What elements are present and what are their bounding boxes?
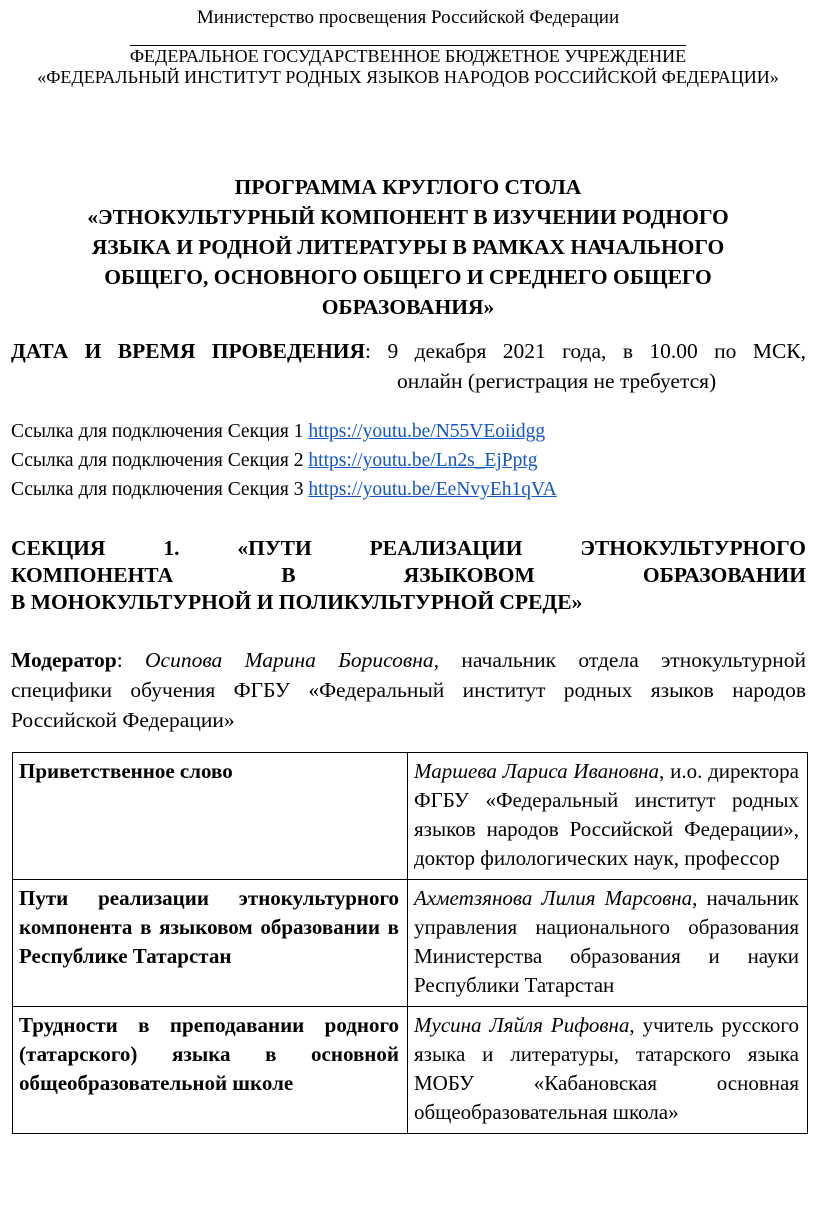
section-line-2: КОМПОНЕНТА В ЯЗЫКОВОМ ОБРАЗОВАНИИ: [11, 563, 806, 587]
datetime-value-1: 9 декабря 2021 года, в 10.00 по МСК,: [387, 339, 807, 363]
datetime-value-2: онлайн (регистрация не требуется): [397, 369, 717, 393]
ministry-name: Министерство просвещения Российской Федерации: [196, 7, 620, 28]
section-3-link[interactable]: https://youtu.be/EeNvyEh1qVA: [308, 479, 557, 500]
speaker-role: , начальник управления национального образования Министерства образования и науки Республики Татарстан: [414, 886, 799, 997]
moderator-label: Модератор: [11, 648, 117, 672]
event-datetime: [11, 336, 806, 396]
datetime-label: ДАТА И ВРЕМЯ ПРОВЕДЕНИЯ: [11, 339, 366, 363]
title-line-1: ПРОГРАММА КРУГЛОГО СТОЛА: [234, 175, 582, 199]
table-row: [13, 880, 808, 1007]
table-row: [13, 1007, 808, 1134]
section-1-link[interactable]: https://youtu.be/N55VEoiidgg: [308, 421, 546, 442]
link-row: [11, 446, 806, 475]
link-label: Ссылка для подключения Секция 1: [11, 421, 304, 442]
document-title: [20, 172, 796, 322]
topic-cell: Приветственное слово: [13, 753, 408, 880]
section-2-link[interactable]: https://youtu.be/Ln2s_EjPptg: [308, 450, 538, 471]
moderator-name: Осипова Марина Борисовна: [145, 648, 434, 672]
speaker-cell: [408, 753, 808, 880]
connection-links: [11, 417, 806, 504]
program-table: [12, 752, 808, 1134]
title-line-2: «ЭТНОКУЛЬТУРНЫЙ КОМПОНЕНТ В ИЗУЧЕНИИ РОДНОГО: [87, 205, 729, 229]
institution-line-2: «ФЕДЕРАЛЬНЫЙ ИНСТИТУТ РОДНЫХ ЯЗЫКОВ НАРОДОВ РОССИЙСКОЙ ФЕДЕРАЦИИ»: [37, 67, 779, 87]
institution-name: [0, 46, 816, 88]
speaker-role: , учитель русского языка и литературы, татарского языка МОБУ «Кабановская основная общеобразовательная школа»: [414, 1013, 799, 1124]
speaker-cell: [408, 1007, 808, 1134]
section-line-3: В МОНОКУЛЬТУРНОЙ И ПОЛИКУЛЬТУРНОЙ СРЕДЕ»: [11, 590, 583, 614]
institution-line-1: ФЕДЕРАЛЬНОЕ ГОСУДАРСТВЕННОЕ БЮДЖЕТНОЕ УЧРЕЖДЕНИЕ: [129, 46, 687, 66]
table-row: [13, 753, 808, 880]
section-1-heading: [11, 535, 806, 616]
speaker-name: Ахметзянова Лилия Марсовна: [414, 886, 693, 910]
link-label: Ссылка для подключения Секция 3: [11, 479, 304, 500]
moderator-info: Модератор: Осипова Марина Борисовна, начальник отдела этнокультурной специфики обучения ФГБУ «Федеральный институт родных языков народов Российской Федерации»: [11, 648, 806, 732]
speaker-cell: [408, 880, 808, 1007]
title-line-5: ОБРАЗОВАНИЯ»: [321, 295, 495, 319]
topic-cell: Пути реализации этнокультурного компонента в языковом образовании в Республике Татарстан: [13, 880, 408, 1007]
moderator-description: , начальник отдела этнокультурной специфики обучения ФГБУ «Федеральный институт родных языков народов Российской Федерации»: [11, 648, 806, 732]
topic-cell: Трудности в преподавании родного (татарского) языка в основной общеобразовательной школе: [13, 1007, 408, 1134]
speaker-name: Маршева Лариса Ивановна: [414, 759, 660, 783]
link-label: Ссылка для подключения Секция 2: [11, 450, 304, 471]
title-line-4: ОБЩЕГО, ОСНОВНОГО ОБЩЕГО И СРЕДНЕГО ОБЩЕГО: [104, 265, 712, 289]
link-row: [11, 475, 806, 504]
speaker-role: , и.о. директора ФГБУ «Федеральный институт родных языков народов Российской Федерации», доктор филологических наук, профессор: [414, 759, 799, 870]
title-line-3: ЯЗЫКА И РОДНОЙ ЛИТЕРАТУРЫ В РАМКАХ НАЧАЛЬНОГО: [91, 235, 725, 259]
speaker-name: Мусина Ляйля Рифовна: [414, 1013, 630, 1037]
section-line-1: СЕКЦИЯ 1. «ПУТИ РЕАЛИЗАЦИИ ЭТНОКУЛЬТУРНОГО: [11, 536, 806, 560]
link-row: [11, 417, 806, 446]
datetime-colon: :: [365, 339, 372, 363]
